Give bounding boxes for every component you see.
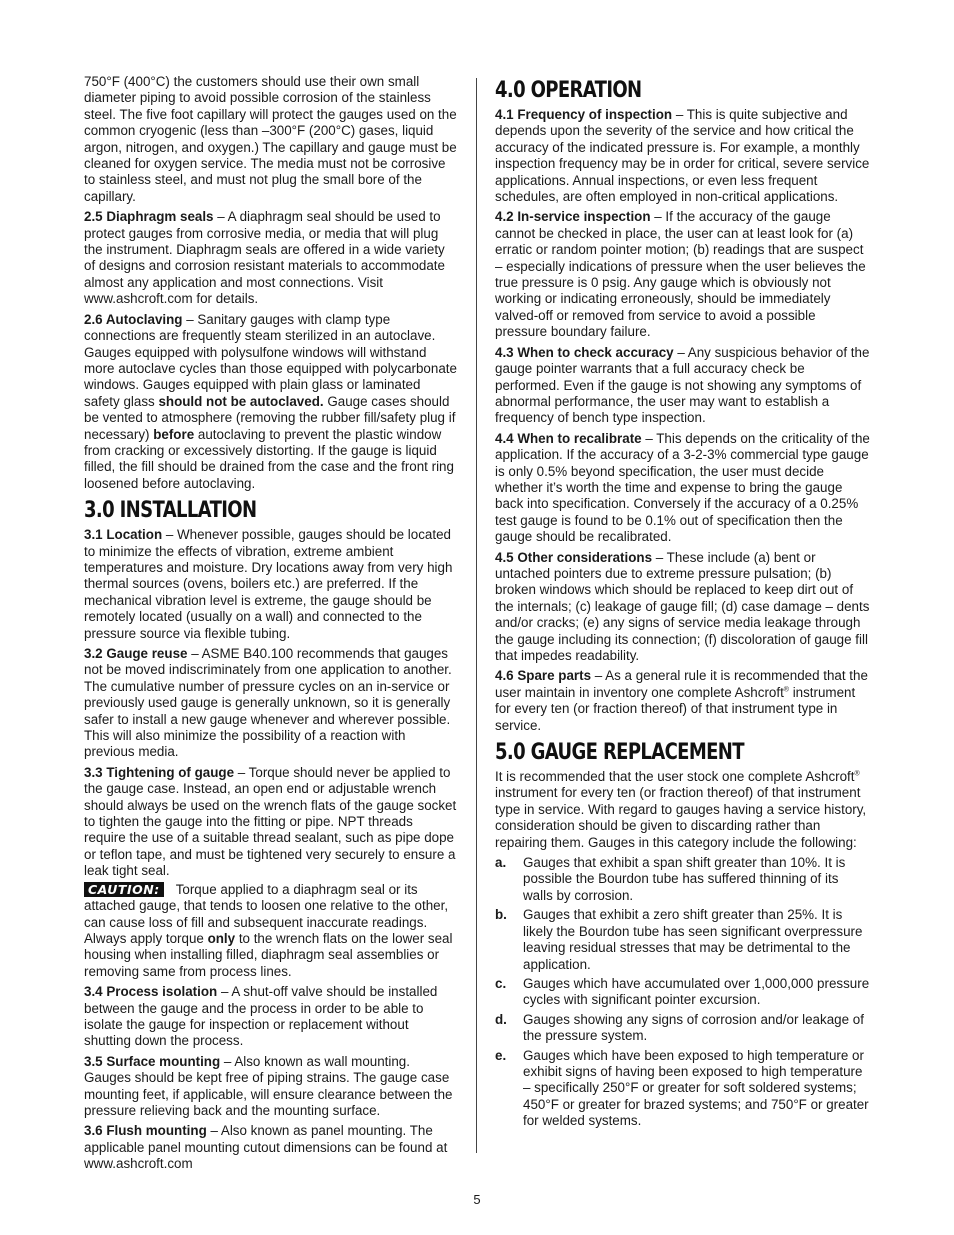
list-letter: d. <box>495 1011 507 1027</box>
paragraph-text: to the wrench flats on the lower seal housing when installing filled, diaphragm seal assemblies or removing same from process lines. <box>84 930 453 979</box>
section-3-3 <box>84 765 458 880</box>
replacement-criteria-list <box>495 855 871 1130</box>
paragraph-text: autoclaving to prevent the plastic window from cracking or excessively distorting. If the gauge is liquid filled, the fill should be drained from the case and the front ring loosened before autoclaving. <box>84 426 454 491</box>
list-item <box>495 907 871 973</box>
list-item <box>495 1012 871 1045</box>
section-title: 3.6 Flush mounting <box>84 1123 207 1139</box>
caution-badge: CAUTION: <box>84 882 164 897</box>
section-title: 2.6 Autoclaving <box>84 311 183 327</box>
list-text: Gauges which have been exposed to high temperature or exhibit signs of having been exposed to high temperature – specifically 250°F or greater for soft soldered systems; 450°F or greater for brazed systems; and 750°F or greater for welded systems. <box>523 1047 869 1129</box>
section-title: 3.1 Location <box>84 527 163 543</box>
section-4-2 <box>495 209 871 340</box>
paragraph-text: Torque applied to a diaphragm seal or its attached gauge, that tends to loosen one relative to the other, can cause loss of fill and subsequent inaccurate readings. Always apply torque <box>84 881 449 946</box>
emphasis-text: should not be autoclaved. <box>158 393 324 409</box>
heading-operation: 4.0 OPERATION <box>495 78 642 103</box>
list-letter: c. <box>495 975 507 991</box>
heading-installation: 3.0 INSTALLATION <box>84 498 257 524</box>
list-letter: b. <box>495 907 507 923</box>
paragraph-text: – These include (a) bent or untached pointers due to extreme pressure pulsation; (b) broken windows which should be replaced to keep dirt out of the internals; (c) leakage of gauge fill; (d) case damage – dents and/or cracks; (e) any signs of service media leakage through the gauge including its connection; (f) discoloration of gauge fill that impedes readability. <box>495 549 870 663</box>
section-title: 3.3 Tightening of gauge <box>84 764 235 780</box>
list-item <box>495 855 871 904</box>
paragraph-text: – Sanitary gauges with clamp type connections are frequently steam sterilized in an autoclave. Gauges equipped with polysulfone windows will withstand more autoclave cycles than those equipped with polycarbonate windows. Gauges equipped with plain glass or laminated safety glass <box>84 311 457 409</box>
section-4-1 <box>495 107 871 205</box>
section-5-intro <box>495 769 871 851</box>
paragraph-text: – ASME B40.100 recommends that gauges not be moved indiscriminately from one application to another. The cumulative number of pressure cycles on an in-service or previously used gauge is generally unknown, so it is generally safer to install a new gauge whenever and wherever possible. This will also minimize the possibility of a reaction with previous media. <box>84 646 452 760</box>
paragraph-text: – A diaphragm seal should be used to protect gauges from corrosive media, or media that will plug the instrument. Diaphragm seals are offered in a wide variety of designs and corrosion resistant materials to accommodate almost any application and most connections. Visit www.ashcroft.com for details. <box>84 209 445 307</box>
section-title: 4.3 When to check accuracy <box>495 344 674 360</box>
registered-mark: ® <box>783 686 789 694</box>
list-text: Gauges that exhibit a zero shift greater than 25%. It is likely the Bourdon tube has seen significant overpressure leaving residual stresses that may be detrimental to the application. <box>523 907 863 972</box>
paragraph-text: – This depends on the criticality of the application. If the accuracy of a 3-2-3% commercial type gauge is only 0.5% beyond specification, the user must decide whether it’s worth the time and expense to bring the gauge back into specification. Conversely if the accuracy of a 0.25% test gauge is found to be 0.1% out of specification then the gauge should be recalibrated. <box>495 430 870 545</box>
paragraph-text: – Any suspicious behavior of the gauge pointer warrants that a full accuracy check be performed. Even if the gauge is not showing any symptoms of abnormal performance, the user may want to establish a frequency of bench type inspection. <box>495 344 870 426</box>
section-3-1 <box>84 527 458 642</box>
section-title: 4.2 In-service inspection <box>495 209 651 225</box>
list-letter: e. <box>495 1047 507 1063</box>
section-title: 4.5 Other considerations <box>495 549 653 565</box>
section-4-6 <box>495 668 871 734</box>
section-2-5 <box>84 209 458 307</box>
section-title: 3.4 Process isolation <box>84 984 218 1000</box>
section-title: 3.2 Gauge reuse <box>84 646 188 661</box>
section-4-4 <box>495 431 871 546</box>
heading-gauge-replacement: 5.0 GAUGE REPLACEMENT <box>495 740 744 766</box>
list-text: Gauges that exhibit a span shift greater than 10%. It is possible the Bourdon tube has suffered thinning of its walls by corrosion. <box>523 855 846 903</box>
continued-paragraph <box>84 74 458 205</box>
paragraph-text: Gauge cases should be vented to atmosphere (removing the rubber fill/safety plug if necessary) <box>84 393 456 442</box>
section-title: 4.1 Frequency of inspection <box>495 107 673 122</box>
paragraph-text: – Also known as wall mounting. Gauges should be kept free of piping strains. The gauge case mounting feet, if applicable, will ensure clearance between the pressure relieving back and the mounting surface. <box>84 1053 453 1118</box>
section-title: 2.5 Diaphragm seals <box>84 209 214 225</box>
paragraph-text: – Also known as panel mounting. The applicable panel mounting cutout dimensions can be found at www.ashcroft.com <box>84 1123 448 1172</box>
paragraph-text: – A shut-off valve should be installed between the gauge and the process in order to be able to isolate the gauge for inspection or replacement without shutting down the process. <box>84 984 438 1049</box>
paragraph-text: instrument for every ten (or fraction thereof) of that instrument type in service. With regard to gauges having a service history, consideration should be given to discarding rather than repairing them. Gauges in this category include the following: <box>495 785 867 850</box>
list-text: Gauges showing any signs of corrosion and/or leakage of the pressure system. <box>523 1011 864 1044</box>
emphasis-text: only <box>207 930 236 946</box>
list-letter: a. <box>495 855 507 871</box>
list-text: Gauges which have accumulated over 1,000,000 pressure cycles with significant pointer excursion. <box>523 975 870 1008</box>
paragraph-text: 750°F (400°C) the customers should use their own small diameter piping to avoid possible corrosion of the stainless steel. The five foot capillary will protect the gauges used on the common cryogenic (less than –300°F (200°C) gases, liquid argon, nitrogen, and oxygen.) The capillary and gauge must be cleaned for oxygen service. The media must not be corrosive to stainless steel, and must not plug the small bore of the capillary. <box>84 74 457 204</box>
section-3-4 <box>84 984 458 1050</box>
list-item <box>495 976 871 1009</box>
section-4-3 <box>495 345 871 427</box>
paragraph-text: – As a general rule it is recommended that the user maintain in inventory one complete Ashcroft <box>495 668 868 700</box>
section-title: 4.6 Spare parts <box>495 668 592 684</box>
left-column <box>84 74 458 1177</box>
paragraph-text: – If the accuracy of the gauge cannot be checked in place, the user can at least look for (a) erratic or random pointer motion; (b) readings that are suspect – especially indications of pressure when the user believes the true pressure is 0 psig. Any gauge which is obviously not working or indicating erroneously, should be immediately valved-off or removed from service to avoid a possible pressure boundary failure. <box>495 209 866 340</box>
paragraph-text: – Torque should never be applied to the gauge case. Instead, an open end or adjustable wrench should always be used on the wrench flats of the gauge socket to tighten the gauge into the fitting or pipe. NPT threads require the use of a suitable thread sealant, such as pipe dope or teflon tape, and must be tightened very securely to ensure a leak tight seal. <box>84 764 457 879</box>
paragraph-text: It is recommended that the user stock one complete Ashcroft <box>495 769 855 785</box>
right-column <box>495 74 871 1133</box>
column-divider <box>476 78 477 1153</box>
section-3-2 <box>84 646 458 761</box>
paragraph-text: – This is quite subjective and depends upon the severity of the service and how critical the accuracy of the indicated pressure is. For example, a monthly inspection frequency may be in order for critical, severe service applications. Annual inspections, or even less frequent schedules, are often employed in non-critical applications. <box>495 107 870 205</box>
emphasis-text: before <box>153 426 195 442</box>
paragraph-text: instrument for every ten (or fraction thereof) of that instrument type in service. <box>495 684 856 733</box>
list-item <box>495 1048 871 1130</box>
section-3-5 <box>84 1054 458 1120</box>
section-4-5 <box>495 550 871 665</box>
section-title: 4.4 When to recalibrate <box>495 430 642 446</box>
paragraph-text: – Whenever possible, gauges should be located to minimize the effects of vibration, extreme ambient temperatures and moisture. Dry locations away from very high thermal sources (ovens, boilers etc.) are preferred. If the mechanical vibration level is extreme, the gauge should be remotely located (usually on a wall) and connected to the pressure source via flexible tubing. <box>84 527 453 641</box>
caution-paragraph <box>84 882 458 980</box>
page-number: 5 <box>473 1192 481 1207</box>
section-3-6 <box>84 1123 458 1172</box>
section-title: 3.5 Surface mounting <box>84 1053 221 1069</box>
registered-mark: ® <box>854 770 860 778</box>
section-2-6 <box>84 312 458 492</box>
